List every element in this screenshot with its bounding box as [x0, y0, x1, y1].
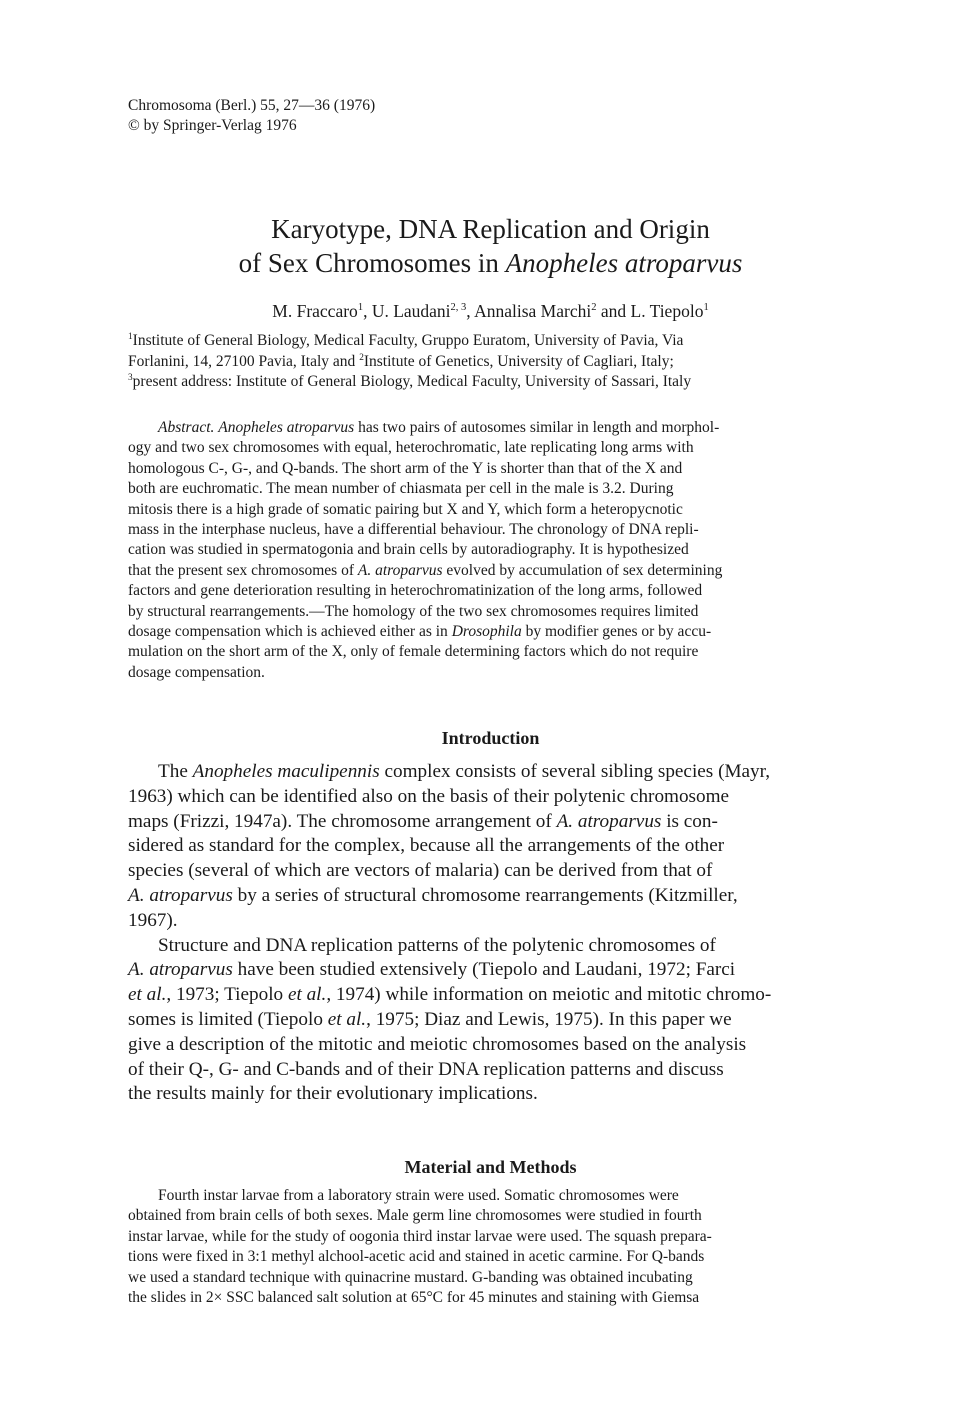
abstract-line: dosage compensation. — [128, 663, 265, 681]
abstract-line: Abstract. Anopheles atroparvus has two pairs of autosomes similar in length and morphol- — [158, 419, 720, 436]
paragraph-line: A. atroparvus have been studied extensively (Tiepolo and Laudani, 1972; Farci — [128, 959, 736, 981]
author-3: Annalisa Marchi — [474, 301, 592, 321]
paragraph-line: species (several of which are vectors of malaria) can be derived from that of — [128, 860, 713, 882]
affiliation-line: $^1$Institute of General Biology, Medical Faculty, Gruppo Euratom, University of Pavia, Via — [128, 331, 684, 349]
affiliation-marker: 1 — [128, 331, 133, 342]
author-separator: , — [466, 301, 475, 321]
copyright-line: © by Springer-Verlag 1976 — [128, 117, 297, 134]
paragraph-line: give a description of the mitotic and meiotic chromosomes based on the analysis — [128, 1033, 747, 1055]
paragraph-line: Structure and DNA replication patterns of the polytenic chromosomes of — [158, 934, 716, 956]
paragraph-line: Fourth instar larvae from a laboratory strain were used. Somatic chromosomes were — [158, 1187, 679, 1204]
paragraph-line: maps (Frizzi, 1947a). The chromosome arrangement of A. atroparvus is con- — [128, 810, 718, 832]
paragraph-line: we used a standard technique with quinacrine mustard. G-banding was obtained incubating — [128, 1268, 693, 1286]
abstract-line: mitosis there is a high grade of somatic pairing but X and Y, which form a heteropycnotic — [128, 500, 683, 518]
abstract-line: cation was studied in spermatogonia and brain cells by autoradiography. It is hypothesized — [128, 541, 689, 559]
paragraph-line: 1967). — [128, 909, 178, 931]
affiliation-marker: 3 — [128, 372, 133, 383]
abstract-line: homologous C-, G-, and Q-bands. The short arm of the Y is shorter than that of the X and — [128, 459, 683, 477]
title-line-2-prefix: of Sex Chromosomes in — [238, 248, 506, 278]
paper-title — [128, 212, 853, 280]
abstract-line: by structural rearrangements.—The homology of the two sex chromosomes requires limited — [128, 602, 699, 620]
title-line-2 — [128, 246, 853, 280]
abstract-line: factors and gene deterioration resulting in heterochromatinization of the long arms, followed — [128, 582, 703, 600]
abstract-species: Anopheles atroparvus — [218, 419, 355, 436]
abstract-label: Abstract. — [158, 419, 215, 436]
paragraph-line: sidered as standard for the complex, because all the arrangements of the other — [128, 835, 725, 857]
methods-body — [128, 1186, 853, 1308]
paragraph-line: 1963) which can be identified also on the basis of their polytenic chromosome — [128, 785, 730, 807]
paragraph-line: et al., 1973; Tiepolo et al., 1974) while information on meiotic and mitotic chromo- — [128, 984, 772, 1006]
author-4: L. Tiepolo — [630, 301, 704, 321]
paragraph-line: the slides in 2× SSC balanced salt solution at 65°C for 45 minutes and staining with Giemsa — [128, 1289, 700, 1307]
abstract-line: dosage compensation which is achieved either as in Drosophila by modifier genes or by accu- — [128, 623, 712, 641]
author-2-affil: 2, 3 — [450, 302, 467, 314]
journal-citation: Chromosoma (Berl.) 55, 27—36 (1976) — [128, 97, 376, 114]
affiliation-line: $^3$present address: Institute of General Biology, Medical Faculty, University of Sassari, Italy — [128, 372, 692, 390]
author-separator: and — [596, 301, 631, 321]
introduction-body — [128, 760, 853, 1107]
author-1: M. Fraccaro — [272, 301, 358, 321]
abstract-line: ogy and two sex chromosomes with equal, heterochromatic, late replicating long arms with — [128, 439, 694, 457]
affiliation-line: Forlanini, 14, 27100 Pavia, Italy and $^2$Institute of Genetics, University of Cagliari, Italy; — [128, 352, 674, 370]
affiliation-marker: 2 — [359, 352, 364, 363]
introduction-heading: Introduction — [441, 728, 540, 748]
abstract-line: that the present sex chromosomes of A. atroparvus evolved by accumulation of sex determining — [128, 561, 723, 579]
abstract-line: mass in the interphase nucleus, have a differential behaviour. The chronology of DNA repli- — [128, 521, 699, 539]
paragraph-line: the results mainly for their evolutionary implications. — [128, 1083, 538, 1105]
paragraph-line: tions were fixed in 3:1 methyl alchool-acetic acid and stained in acetic carmine. For Q-bands — [128, 1248, 705, 1266]
author-separator: , — [363, 301, 372, 321]
paragraph-line: The Anopheles maculipennis complex consists of several sibling species (Mayr, — [158, 761, 771, 782]
paragraph-line: instar larvae, while for the study of oogonia third instar larvae were used. The squash prepara- — [128, 1227, 712, 1245]
paragraph-line: obtained from brain cells of both sexes. Male germ line chromosomes were studied in fourth — [128, 1207, 702, 1225]
paragraph-line: of their Q-, G- and C-bands and of their DNA replication patterns and discuss — [128, 1058, 724, 1080]
abstract-line: both are euchromatic. The mean number of chiasmata per cell in the male is 3.2. During — [128, 480, 674, 498]
abstract-line: mulation on the short arm of the X, only of female determining factors which do not require — [128, 643, 699, 661]
paragraph-line: A. atroparvus by a series of structural chromosome rearrangements (Kitzmiller, — [128, 884, 738, 906]
author-4-affil: 1 — [703, 302, 709, 314]
paragraph-line: somes is limited (Tiepolo et al., 1975; Diaz and Lewis, 1975). In this paper we — [128, 1008, 732, 1030]
methods-heading: Material and Methods — [404, 1157, 577, 1177]
title-line-1: Karyotype, DNA Replication and Origin — [271, 214, 710, 244]
journal-header — [128, 96, 375, 136]
author-1-affil: 1 — [357, 302, 364, 314]
abstract — [128, 418, 853, 683]
title-species: Anopheles atroparvus — [505, 248, 743, 278]
author-3-affil: 2 — [591, 302, 597, 314]
affiliations — [128, 331, 853, 393]
author-list — [128, 300, 853, 322]
author-2: U. Laudani — [371, 301, 451, 321]
paper-page — [128, 0, 853, 1425]
